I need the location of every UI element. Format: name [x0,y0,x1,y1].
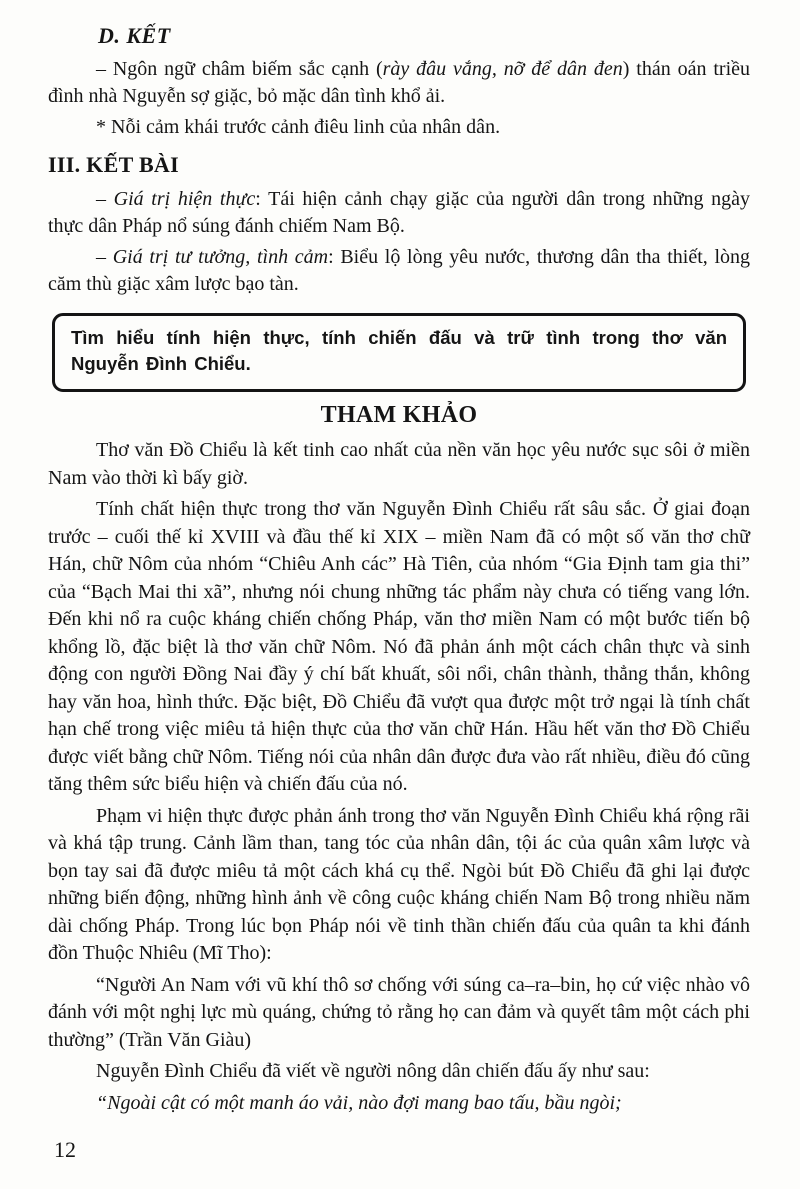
reference-paragraph-1: Thơ văn Đồ Chiểu là kết tinh cao nhất của nền văn học yêu nước sục sôi ở miền Nam vào thời kì bấy giờ. [48,439,750,489]
item-text: * Nỗi cảm khái trước cảnh điêu linh của nhân dân. [96,115,501,138]
item-text: – [96,245,113,268]
outline-item-emotion [48,114,750,142]
item-text: – Ngôn ngữ châm biếm sắc cạnh ( [96,57,383,80]
topic-box [52,313,746,392]
item-text: : Tái hiện cảnh chạy giặc của người dân trong những ngày thực dân Pháp nổ súng đánh chiếm Nam Bộ. [48,187,751,237]
item-italic-text: Giá trị hiện thực [113,187,256,210]
section-heading-iii-ket-bai: III. KẾT BÀI [48,152,179,177]
page-number: 12 [54,1136,76,1162]
item-italic-text: Giá trị tư tưởng, tình cảm [112,245,329,268]
reference-paragraph-3: Phạm vi hiện thực được phản ánh trong thơ văn Nguyễn Đình Chiểu khá rộng rãi và khá tập trung. Cảnh lầm than, tang tóc của nhân dân, tội ác của quân xâm lược và bọn tay sai đã được miêu tả một cách khá cụ thể. Ngòi bút Đồ Chiểu đã ghi lại được những biến động, những hình ảnh về công cuộc kháng chiến Nam Bộ trong nhiều năm dài chống Pháp. Trong lúc bọn Pháp nói về tinh thần chiến đấu của quân ta khi đánh đồn Thuộc Nhiêu (Mĩ Tho): [48,804,750,964]
outline-item-gia-tri-hien-thuc [48,186,750,241]
outline-item-language [48,56,750,111]
reference-paragraph-quote: “Người An Nam với vũ khí thô sơ chống với súng ca–ra–bin, họ cứ việc nhào vô đánh với một nghị lực mù quáng, chứng tỏ rằng họ can đảm và quyết tâm một cách phi thường” (Trần Văn Giàu) [48,973,750,1051]
reference-paragraph-2: Tính chất hiện thực trong thơ văn Nguyễn Đình Chiểu rất sâu sắc. Ở giai đoạn trước – cuối thế kỉ XVIII và đầu thế kỉ XIX – miền Nam đã có một số văn thơ chữ Hán, chữ Nôm của nhóm “Chiêu Anh các” Hà Tiên, của nhóm “Gia Định tam gia thi” của “Bạch Mai thi xã”, nhưng nói chung những tác phẩm này chưa có tiếng vang lớn. Đến khi nổ ra cuộc kháng chiến chống Pháp, văn thơ miền Nam có một bước tiến bộ khổng lồ, đặc biệt là thơ văn chữ Nôm. Nó đã phản ánh một cách chân thực và sinh động con người Đồng Nai đầy ý chí bất khuất, sôi nổi, chân thành, thẳng thắn, không hay văn hoa, hình thức. Đặc biệt, Đồ Chiểu đã vượt qua được một trở ngại là tính chất hạn chế trong việc miêu tả hiện thực của thơ văn chữ Hán. Hầu hết văn thơ Đồ Chiểu được viết bằng chữ Nôm. Tiếng nói của nhân dân được đưa vào rất nhiều, điều đó cũng tăng thêm sức biểu hiện và chiến đấu của nó. [48,498,750,795]
outline-item-gia-tri-tu-tuong [48,244,750,299]
topic-box-text: Tìm hiểu tính hiện thực, tính chiến đấu và trữ tình trong thơ văn Nguyễn Đình Chiểu. [71,326,727,374]
reference-paragraph-4: Nguyễn Đình Chiểu đã viết về người nông dân chiến đấu ấy như sau: [96,1060,650,1082]
reference-paragraph-verse: “Ngoài cật có một manh áo vải, nào đợi mang bao tấu, bầu ngòi; [96,1091,622,1114]
section-heading-d-ket: D. KẾT [98,23,171,48]
reference-heading: THAM KHẢO [320,401,478,428]
item-text: : Biểu lộ lòng yêu nước, thương dân tha thiết, lòng căm thù giặc xâm lược bạo tàn. [48,245,751,295]
item-text: – [96,187,114,210]
item-text: ) thán oán triều đình nhà Nguyễn sợ giặc, bỏ mặc dân tình khổ ải. [48,57,751,107]
item-italic-text: rày đâu vắng, nỡ để dân đen [382,57,623,80]
